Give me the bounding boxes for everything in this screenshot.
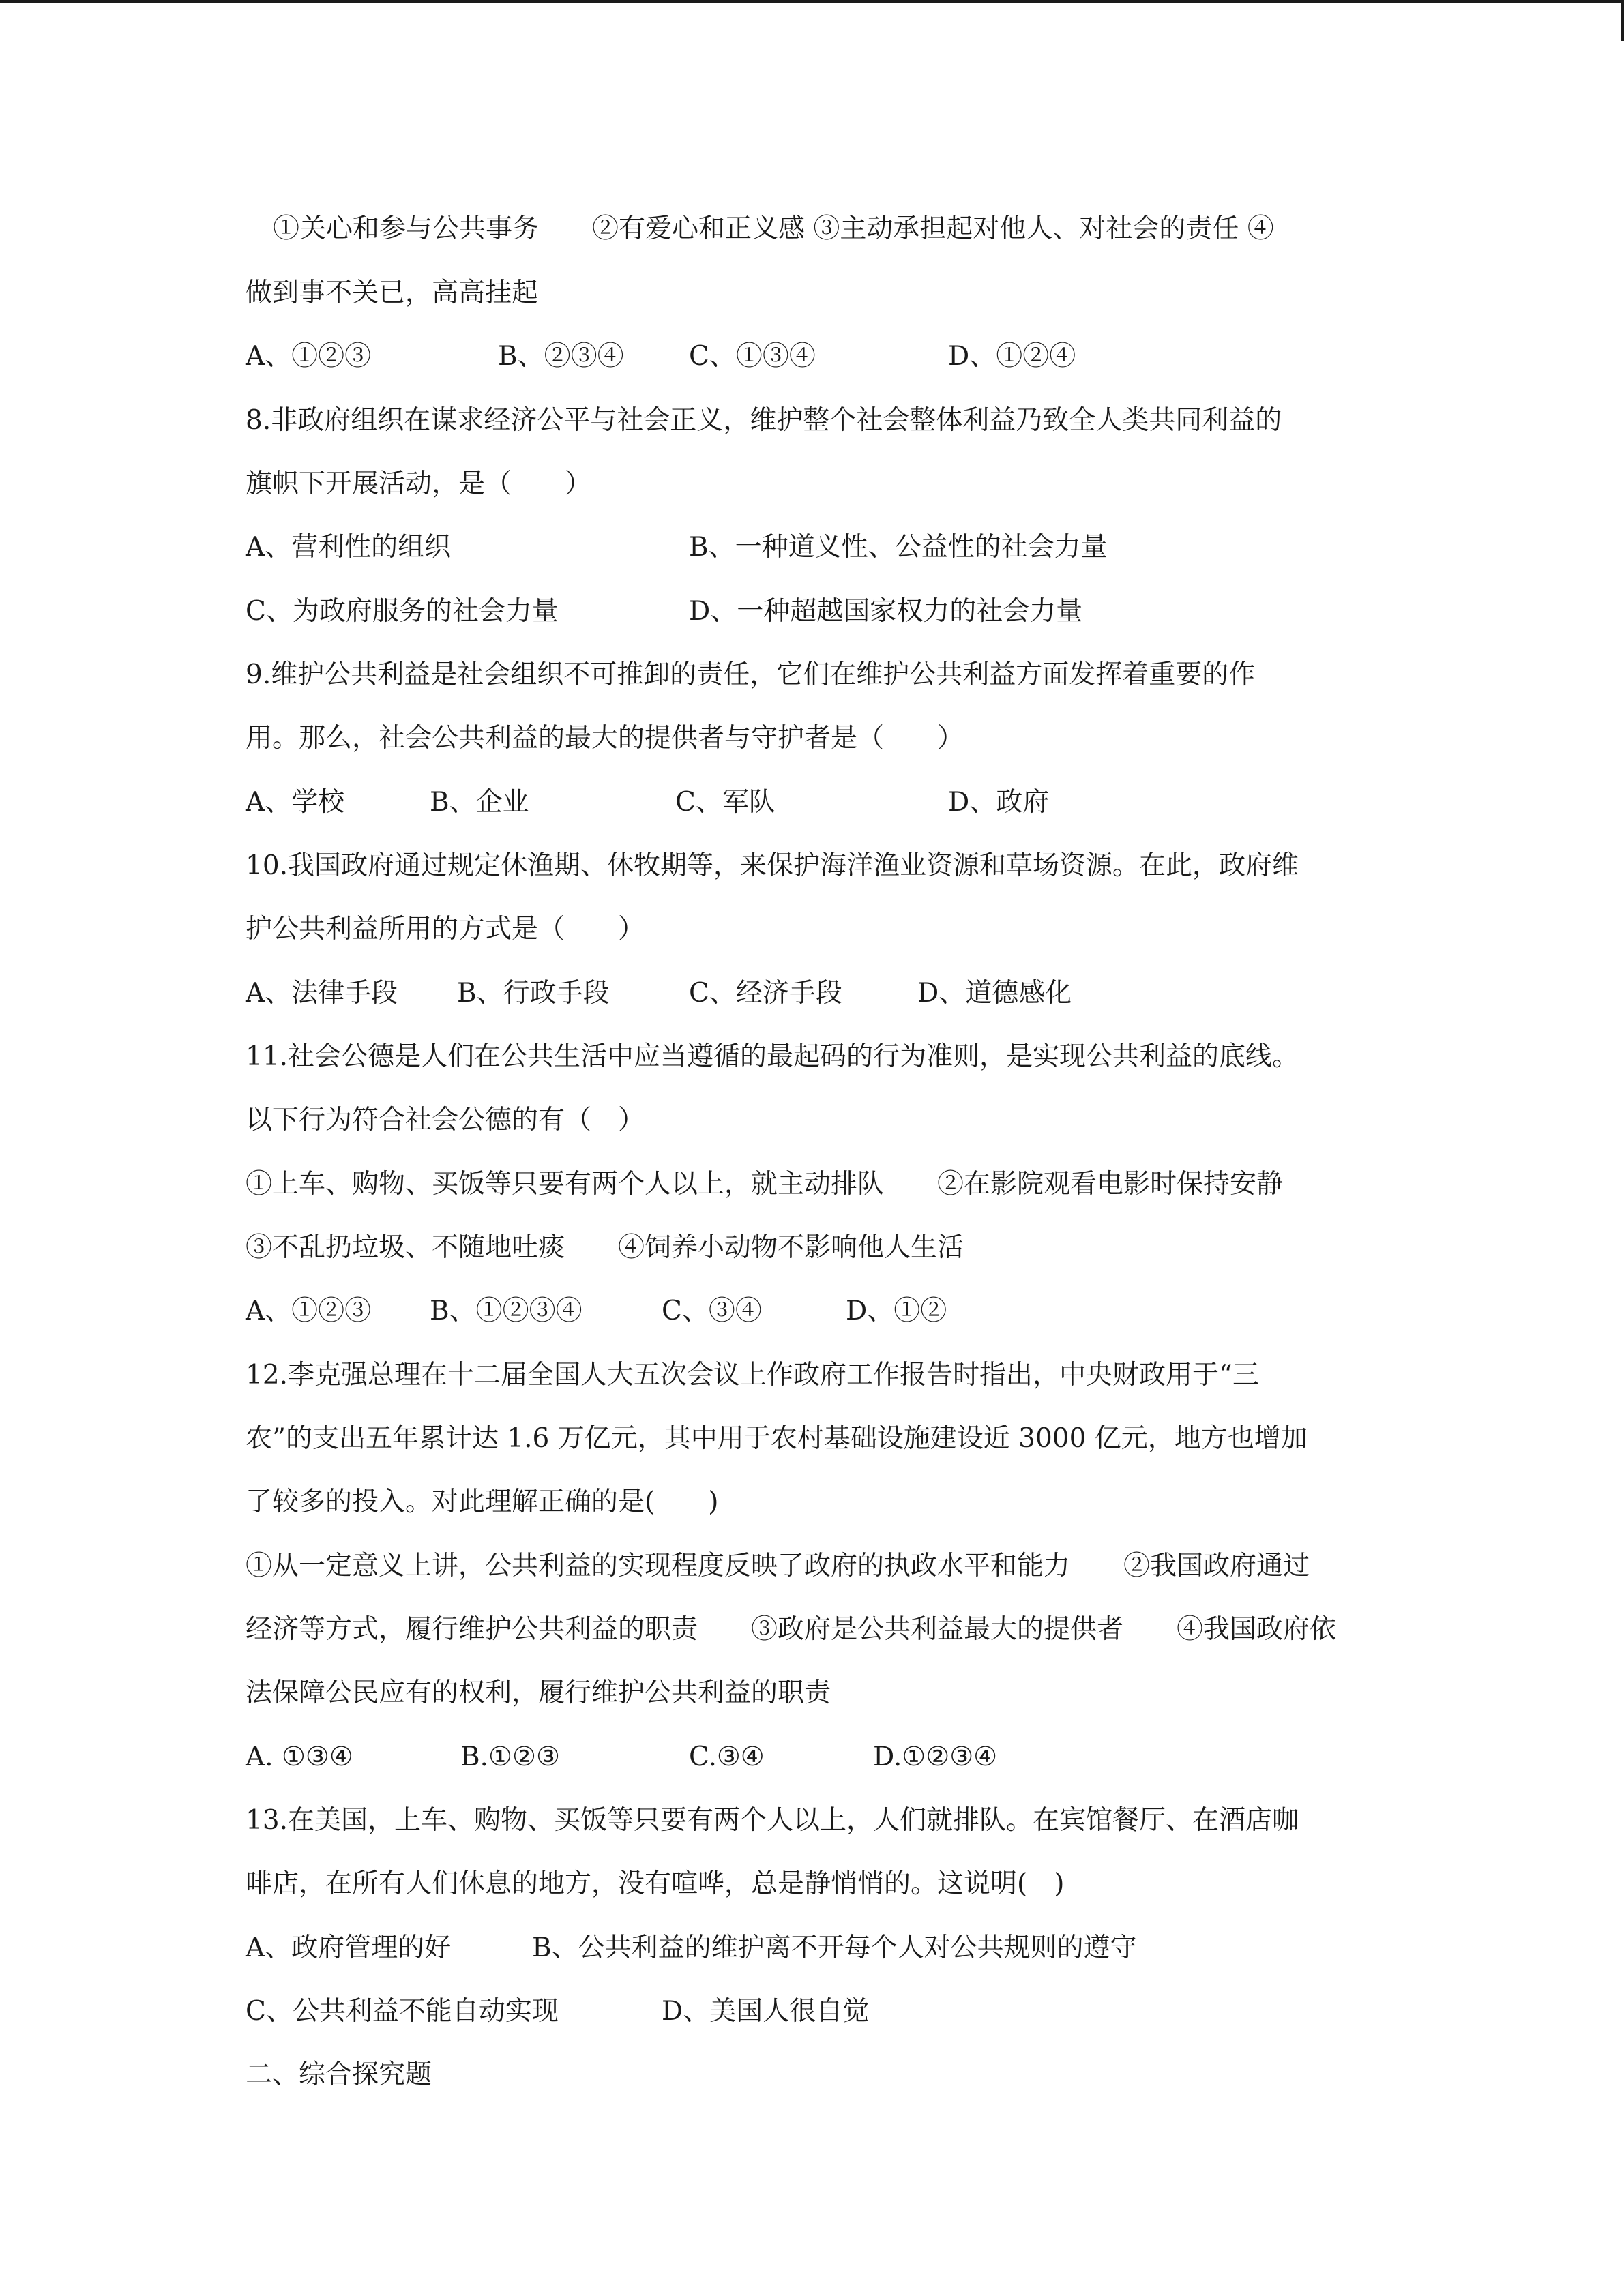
q10-option-b[interactable]: B、行政手段 — [457, 978, 610, 1009]
q11-statements-line2: ③不乱扔垃圾、不随地吐痰 ④饲养小动物不影响他人生活 — [246, 1232, 964, 1263]
q9-option-b[interactable]: B、企业 — [430, 787, 529, 818]
q12-stem-line1: 12.李克强总理在十二届全国人大五次会议上作政府工作报告时指出，中央财政用于“三 — [246, 1360, 1259, 1390]
q12-statements-line2: 经济等方式，履行维护公共利益的职责 ③政府是公共利益最大的提供者 ④我国政府依 — [246, 1614, 1337, 1645]
q7-option-d[interactable]: D、①②④ — [948, 341, 1076, 372]
q7-option-a[interactable]: A、①②③ — [246, 341, 372, 372]
q7-statements-line1: ①关心和参与公共事务 ②有爱心和正义感 ③主动承担起对他人、对社会的责任 ④ — [273, 213, 1274, 244]
q7-option-b[interactable]: B、②③④ — [498, 341, 624, 372]
q8-option-b[interactable]: B、一种道义性、公益性的社会力量 — [689, 532, 1108, 563]
q8-option-c[interactable]: C、为政府服务的社会力量 — [246, 596, 559, 627]
q9-option-c[interactable]: C、军队 — [675, 787, 776, 818]
q11-stem-line1: 11.社会公德是人们在公共生活中应当遵循的最起码的行为准则，是实现公共利益的底线。 — [246, 1041, 1299, 1072]
q13-options-row2 — [246, 1991, 1378, 2032]
q9-stem-line2: 用。那么，社会公共利益的最大的提供者与守护者是（ ） — [246, 723, 964, 754]
q11-statements-line1: ①上车、购物、买饭等只要有两个人以上，就主动排队 ②在影院观看电影时保持安静 — [246, 1169, 1284, 1199]
q11-option-b[interactable]: B、①②③④ — [430, 1296, 582, 1326]
q12-options — [246, 1737, 1378, 1778]
q13-options-row1 — [246, 1928, 1378, 1969]
q13-option-c[interactable]: C、公共利益不能自动实现 — [246, 1996, 559, 2027]
q11-stem-line2: 以下行为符合社会公德的有（ ） — [246, 1105, 645, 1135]
q13-option-d[interactable]: D、美国人很自觉 — [662, 1996, 870, 2027]
q8-options-row1 — [246, 527, 1378, 568]
q10-options — [246, 973, 1378, 1014]
q7-statements-line2: 做到事不关已，高高挂起 — [246, 278, 539, 308]
q10-option-d[interactable]: D、道德感化 — [917, 978, 1072, 1009]
q8-stem-line2: 旗帜下开展活动，是（ ） — [246, 468, 592, 499]
q10-stem-line2: 护公共利益所用的方式是（ ） — [246, 914, 645, 944]
q8-option-d[interactable]: D、一种超越国家权力的社会力量 — [689, 596, 1083, 627]
q10-option-a[interactable]: A、法律手段 — [246, 978, 398, 1009]
q12-option-b[interactable]: B.①②③ — [460, 1742, 560, 1772]
q9-option-d[interactable]: D、政府 — [948, 787, 1050, 818]
q11-option-c[interactable]: C、③④ — [662, 1296, 762, 1326]
q11-option-a[interactable]: A、①②③ — [246, 1296, 372, 1326]
q12-stem-line3: 了较多的投入。对此理解正确的是( ) — [246, 1487, 719, 1517]
q10-option-c[interactable]: C、经济手段 — [689, 978, 842, 1009]
q9-options — [246, 782, 1378, 823]
q13-option-b[interactable]: B、公共利益的维护离不开每个人对公共规则的遵守 — [532, 1933, 1137, 1963]
q12-statements-line3: 法保障公民应有的权利，履行维护公共利益的职责 — [246, 1678, 831, 1708]
q7-option-c[interactable]: C、①③④ — [689, 341, 816, 372]
q9-option-a[interactable]: A、学校 — [246, 787, 345, 818]
q12-stem-line2: 农”的支出五年累计达 1.6 万亿元，其中用于农村基础设施建设近 3000 亿元，地方也增加 — [246, 1423, 1308, 1454]
section-heading: 二、综合探究题 — [246, 2059, 432, 2090]
q9-stem-line1: 9.维护公共利益是社会组织不可推卸的责任，它们在维护公共利益方面发挥着重要的作 — [246, 659, 1256, 690]
q13-option-a[interactable]: A、政府管理的好 — [246, 1933, 452, 1963]
q13-stem-line2: 啡店，在所有人们休息的地方，没有喧哗，总是静悄悄的。这说明( ) — [246, 1868, 1065, 1899]
q13-stem-line1: 13.在美国，上车、购物、买饭等只要有两个人以上，人们就排队。在宾馆餐厅、在酒店咖 — [246, 1805, 1299, 1836]
q12-option-a[interactable]: A. ①③④ — [246, 1742, 353, 1772]
q7-options — [246, 336, 1378, 377]
q10-stem-line1: 10.我国政府通过规定休渔期、休牧期等，来保护海洋渔业资源和草场资源。在此，政府维 — [246, 850, 1299, 881]
q12-option-c[interactable]: C.③④ — [689, 1742, 765, 1772]
q12-statements-line1: ①从一定意义上讲，公共利益的实现程度反映了政府的执政水平和能力 ②我国政府通过 — [246, 1551, 1310, 1581]
q8-option-a[interactable]: A、营利性的组织 — [246, 532, 452, 563]
q12-option-d[interactable]: D.①②③④ — [873, 1742, 998, 1772]
q8-stem-line1: 8.非政府组织在谋求经济公平与社会正义，维护整个社会整体利益乃致全人类共同利益的 — [246, 405, 1282, 436]
q11-options — [246, 1291, 1378, 1332]
q11-option-d[interactable]: D、①② — [846, 1296, 947, 1326]
q8-options-row2 — [246, 591, 1378, 632]
